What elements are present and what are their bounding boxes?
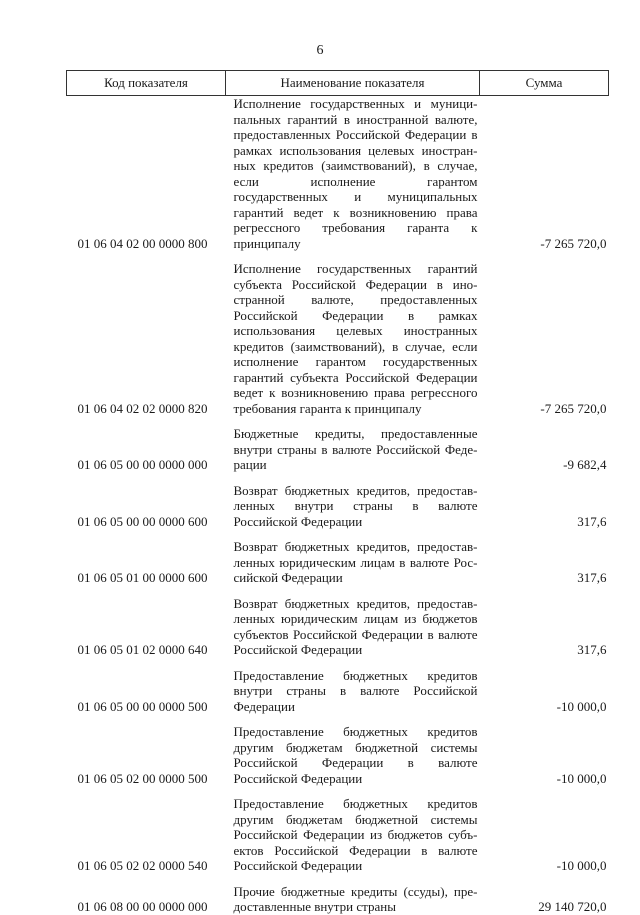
row-sum: -7 265 720,0 <box>540 400 607 416</box>
table-row <box>67 96 609 252</box>
row-sum: 29 140 720,0 <box>538 899 607 914</box>
row-name: Возврат бюджетных кредитов, предоставленных внутри страны в валюте Российской Федерации <box>233 482 478 529</box>
row-name: Возврат бюджетных кредитов, предоставленных юридическим лицам из бюджетов субъектов Российской Федерации в валюте Российской Федерации <box>233 595 478 657</box>
row-code: 01 06 05 02 02 0000 540 <box>77 858 208 873</box>
header-sum: Сумма <box>480 71 609 96</box>
row-sum: -10 000,0 <box>556 698 607 714</box>
row-code: 01 06 05 01 00 0000 600 <box>77 570 208 585</box>
row-sum: -10 000,0 <box>556 858 607 873</box>
row-code: 01 06 04 02 00 0000 800 <box>77 235 208 251</box>
header-code: Код показателя <box>67 71 226 96</box>
budget-table <box>66 70 609 915</box>
row-sum: -7 265 720,0 <box>540 235 607 251</box>
row-name: Предоставление бюджетных кредитов другим бюджетам бюджетной системы Российской Федерации из бюджетов субъектов Российской Федерации в валюте Российской Федерации <box>233 796 478 873</box>
row-code: 01 06 05 01 02 0000 640 <box>77 642 208 657</box>
row-sum: -10 000,0 <box>556 770 607 786</box>
row-code: 01 06 08 00 00 0000 000 <box>77 899 208 914</box>
table-row <box>67 658 609 715</box>
row-name: Возврат бюджетных кредитов, предоставленных юридическим лицам в валюте Российской Федерации <box>233 539 478 585</box>
table-row <box>67 416 609 473</box>
row-name: Прочие бюджетные кредиты (ссуды), предоставленные внутри страны <box>233 883 478 914</box>
row-name: Бюджетные кредиты, предоставленные внутри страны в валюте Российской Федерации <box>233 426 478 472</box>
row-sum: 317,6 <box>577 570 607 585</box>
header-name: Наименование показателя <box>226 71 480 96</box>
row-name: Предоставление бюджетных кредитов внутри страны в валюте Российской Федерации <box>233 667 478 714</box>
row-code: 01 06 05 00 00 0000 600 <box>77 513 208 529</box>
table-row <box>67 786 609 874</box>
row-code: 01 06 05 00 00 0000 500 <box>77 698 208 714</box>
row-name: Исполнение государственных и муниципальных гарантий в иностранной валюте, предоставленных Российской Федерации в рамках использования целевых иностранных кредитов (заимствований), в случае, если исполнение гарантом государственных и муниципальных гарантий ведет к возникновению права регрессного требования гаранта к принципалу <box>233 96 478 251</box>
row-code: 01 06 05 02 00 0000 500 <box>77 770 208 786</box>
table-row <box>67 874 609 915</box>
row-code: 01 06 05 00 00 0000 000 <box>77 457 208 472</box>
row-code: 01 06 04 02 02 0000 820 <box>77 400 208 416</box>
table-header-row <box>67 71 609 96</box>
row-sum: -9 682,4 <box>563 457 607 472</box>
table-row <box>67 529 609 586</box>
row-sum: 317,6 <box>577 513 607 529</box>
table-row <box>67 473 609 530</box>
row-name: Предоставление бюджетных кредитов другим бюджетам бюджетной системы Российской Федерации в валюте Российской Федерации <box>233 724 478 786</box>
table-row <box>67 586 609 658</box>
table-row <box>67 251 609 416</box>
row-sum: 317,6 <box>577 642 607 657</box>
table-row <box>67 714 609 786</box>
row-name: Исполнение государственных гарантий субъекта Российской Федерации в иностранной валюте, предоставленных Российской Федерации в рамках использования целевых иностранных кредитов (заимствований), в случае, если исполнение гарантом государственных гарантий субъекта Российской Федерации ведет к возникновению права регрессного требования гаранта к принципалу <box>233 261 478 416</box>
page-number: 6 <box>316 43 324 58</box>
